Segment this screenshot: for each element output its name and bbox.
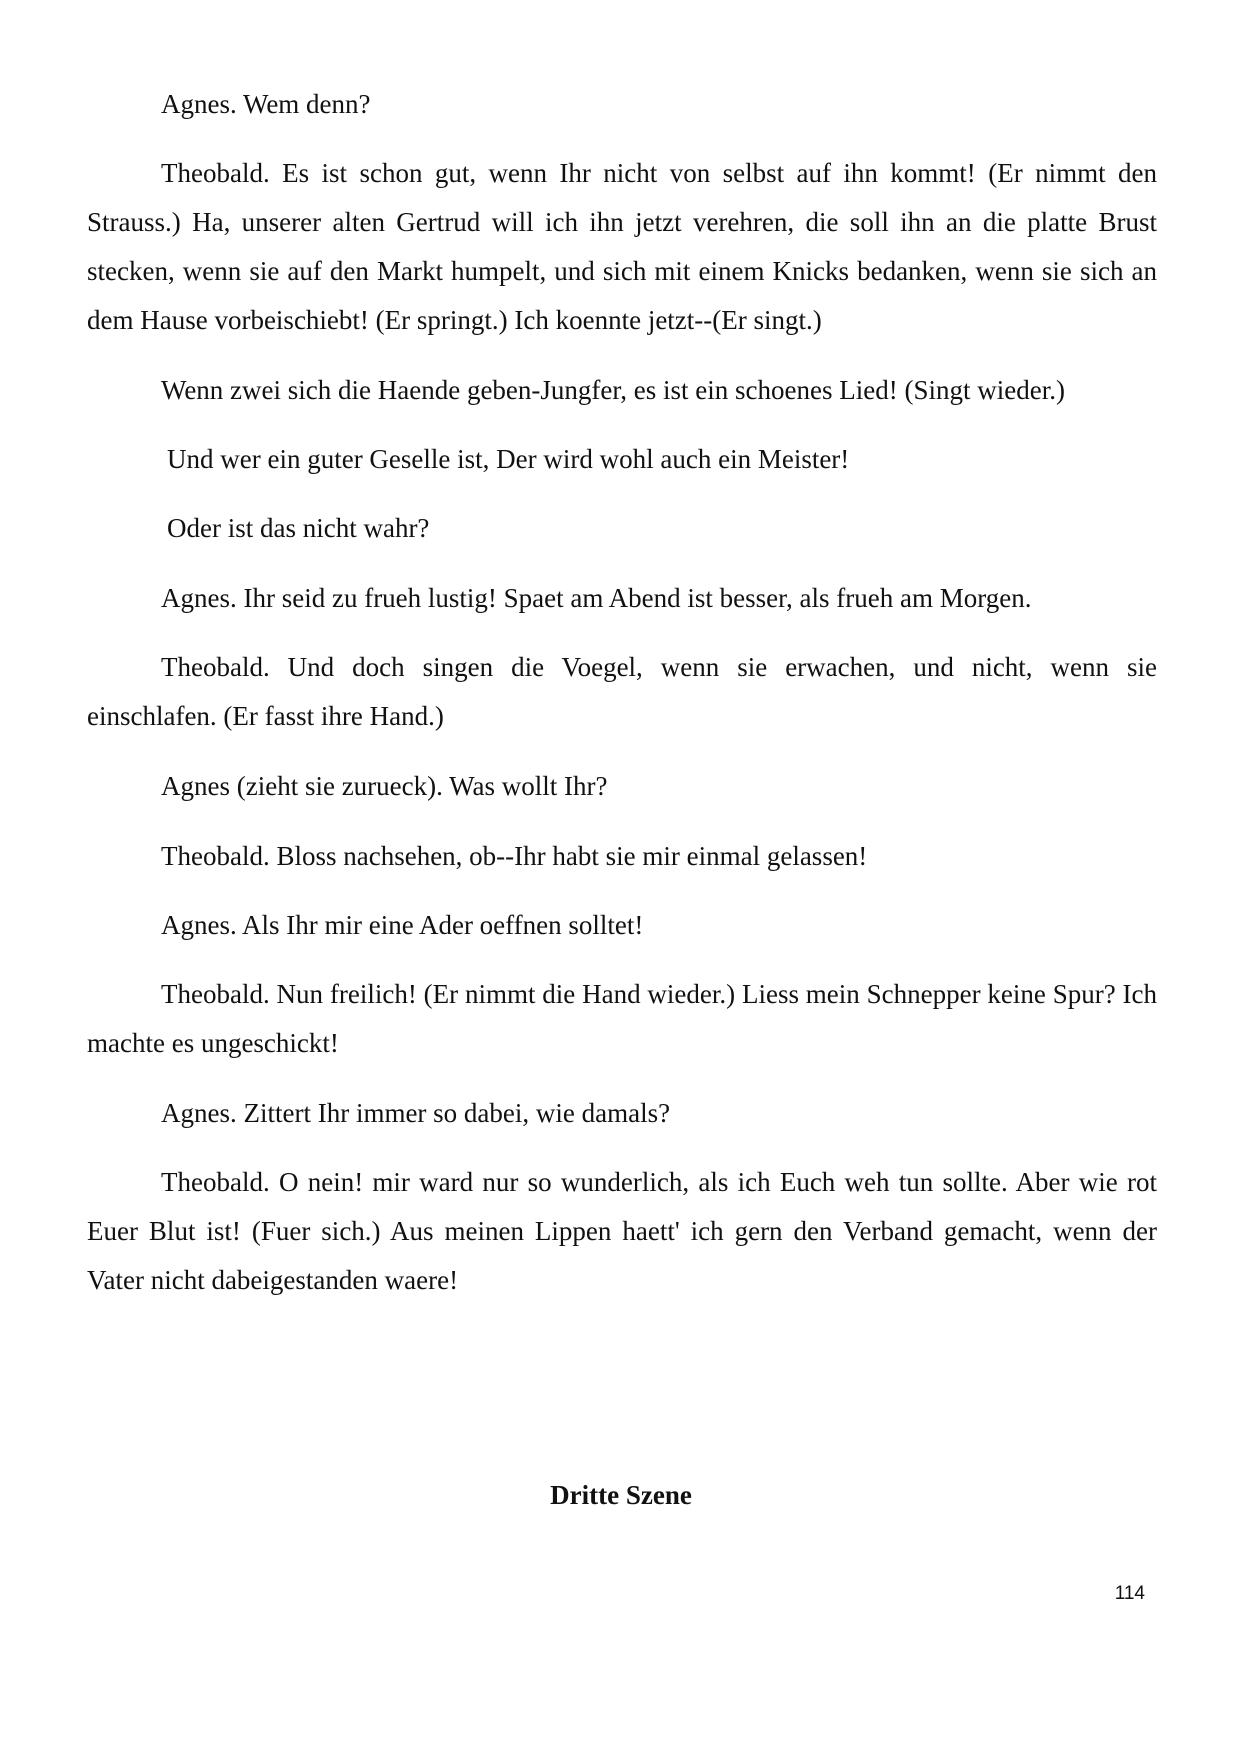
paragraph-4: Und wer ein guter Geselle ist, Der wird wohl auch ein Meister! [167, 444, 850, 474]
paragraph-2: Theobald. Es ist schon gut, wenn Ihr nicht von selbst auf ihn kommt! (Er nimmt den Strauss.) Ha, unserer alten Gertrud will ich ihn jetzt verehren, die soll ihn an die platte Brust stecken, wenn sie auf den Markt humpelt, und sich mit einem Knicks bedanken, wenn sie sich an dem Hause vorbeischiebt! (Er springt.) Ich koennte jetzt--(Er singt.) [87, 158, 1157, 335]
paragraph-3: Wenn zwei sich die Haende geben-Jungfer, es ist ein schoenes Lied! (Singt wieder.) [161, 375, 1065, 405]
paragraph-6: Agnes. Ihr seid zu frueh lustig! Spaet am Abend ist besser, als frueh am Morgen. [161, 583, 1032, 613]
paragraph-10: Agnes. Als Ihr mir eine Ader oeffnen solltet! [161, 910, 644, 940]
paragraph-1: Agnes. Wem denn? [161, 89, 371, 119]
paragraph-7: Theobald. Und doch singen die Voegel, wenn sie erwachen, und nicht, wenn sie einschlafen. (Er fasst ihre Hand.) [87, 652, 1157, 731]
paragraph-13: Theobald. O nein! mir ward nur so wunderlich, als ich Euch weh tun sollte. Aber wie rot Euer Blut ist! (Fuer sich.) Aus meinen Lippen haett' ich gern den Verband gemacht, wenn der Vater nicht dabeigestanden waere! [87, 1167, 1157, 1295]
paragraph-9: Theobald. Bloss nachsehen, ob--Ihr habt sie mir einmal gelassen! [161, 841, 868, 871]
page-number: 114 [1114, 1583, 1145, 1604]
paragraph-5: Oder ist das nicht wahr? [167, 513, 430, 543]
paragraph-8: Agnes (zieht sie zurueck). Was wollt Ihr? [161, 771, 608, 801]
paragraph-12: Agnes. Zittert Ihr immer so dabei, wie damals? [161, 1098, 671, 1128]
paragraph-11: Theobald. Nun freilich! (Er nimmt die Hand wieder.) Liess mein Schnepper keine Spur? Ich machte es ungeschickt! [87, 979, 1157, 1058]
scene-heading: Dritte Szene [550, 1480, 692, 1510]
